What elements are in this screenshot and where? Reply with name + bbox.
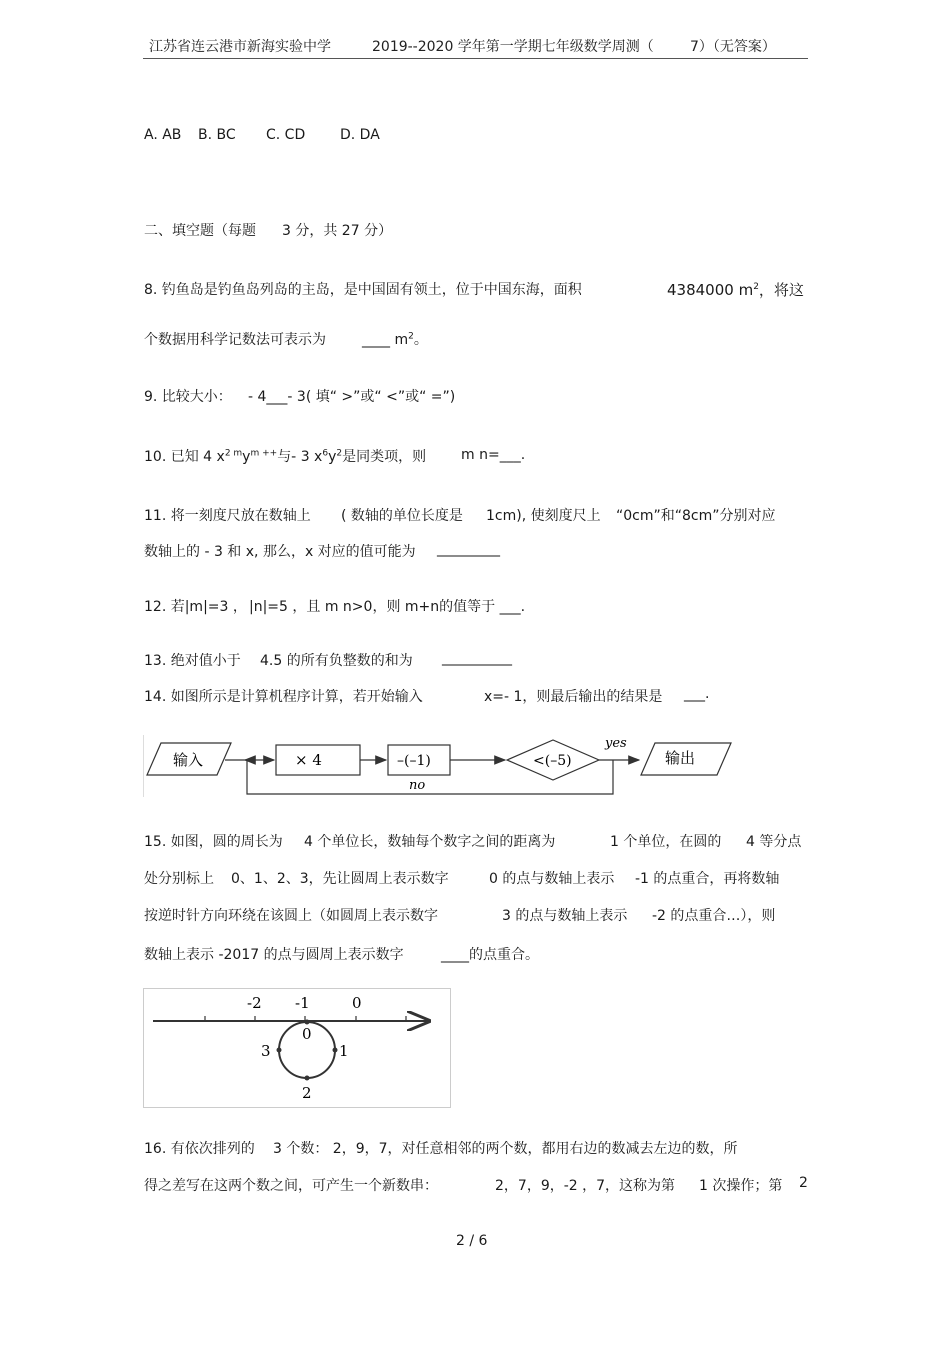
- circle-label-0: 0: [302, 1025, 312, 1043]
- q16-l2c: 1 次操作；第: [699, 1178, 783, 1194]
- q14-b: x=- 1，则最后输出的结果是: [484, 689, 663, 705]
- q10-exp4: 2: [336, 448, 343, 459]
- q16-l2d: 2: [799, 1175, 808, 1191]
- option-d: D. DA: [340, 127, 380, 143]
- page-number: 2 / 6: [456, 1233, 488, 1249]
- circle-label-2: 2: [302, 1084, 312, 1102]
- q11-d: “0cm”和“8cm”分别对应: [616, 508, 776, 524]
- header-school: 江苏省连云港市新海实验中学: [149, 39, 331, 55]
- q14-a: 14. 如图所示是计算机程序计算，若开始输入: [144, 689, 423, 705]
- q15-l2a: 处分别标上: [144, 871, 214, 887]
- tick-label-0: 0: [352, 994, 362, 1012]
- option-c: C. CD: [266, 127, 306, 143]
- q14-blank: ___.: [684, 686, 710, 702]
- q15-l3c: -2 的点重合…），则: [652, 908, 776, 924]
- header-rule: [143, 58, 808, 59]
- q15-l2c: 0 的点与数轴上表示: [489, 871, 615, 887]
- circle-point-2: [305, 1076, 310, 1081]
- option-a: A. AB: [144, 127, 182, 143]
- q10-exp2: m ++: [250, 448, 278, 459]
- q8-blank: [362, 329, 428, 349]
- tick-label-minus-2: -2: [247, 994, 262, 1012]
- q9-label: 9. 比较大小：: [144, 389, 232, 405]
- tick-label-minus-1: -1: [295, 994, 310, 1012]
- q16-l1b: 3 个数： 2，9，7，对任意相邻的两个数，都用右边的数减去左边的数，所: [273, 1141, 738, 1157]
- q16-l2a: 得之差写在这两个数之间，可产生一个新数串：: [144, 1178, 438, 1194]
- q8-area-exponent: 2: [753, 282, 759, 292]
- flow-condition-label: <(–5): [533, 753, 572, 769]
- q11-a: 11. 将一刻度尺放在数轴上: [144, 508, 311, 524]
- section-title-b: 3 分，共 27 分）: [282, 223, 393, 239]
- flow-no-label: no: [409, 778, 426, 793]
- q15-l1c: 1 个单位，在圆的: [610, 834, 722, 850]
- header-suffix: 7）（无答案）: [690, 39, 776, 55]
- q11-blank: _________: [437, 541, 500, 557]
- q15-l3b: 3 的点与数轴上表示: [502, 908, 628, 924]
- q13-blank: __________: [442, 650, 512, 666]
- q13-b: 4.5 的所有负整数的和为: [260, 653, 413, 669]
- q10-text: [144, 446, 426, 466]
- circle-label-1: 1: [339, 1042, 349, 1060]
- q8-area-tail: ，将这: [758, 281, 804, 299]
- q15-l4b: ____的点重合。: [441, 947, 539, 963]
- q8-area-value: [667, 279, 804, 300]
- circle-point-0: [305, 1020, 310, 1025]
- q11-b: ( 数轴的单位长度是: [341, 508, 463, 524]
- header-term: 2019--2020 学年第一学期七年级数学周测（: [372, 39, 654, 55]
- q16-l1a: 16. 有依次排列的: [144, 1141, 255, 1157]
- flow-input-label: 输入: [173, 751, 204, 769]
- q15-l1b: 4 个单位长，数轴每个数字之间的距离为: [304, 834, 556, 850]
- q15-l2d: -1 的点重合，再将数轴: [635, 871, 780, 887]
- circle-label-3: 3: [261, 1042, 271, 1060]
- flow-subtract-label: –(–1): [397, 753, 431, 769]
- q10-blank: m n=___.: [461, 447, 526, 463]
- circle-point-3: [277, 1048, 282, 1053]
- q8-end: 。: [413, 332, 428, 348]
- flow-yes-label: yes: [605, 736, 627, 751]
- q10-c: 与- 3 x: [277, 449, 323, 465]
- q15-l1d: 4 等分点: [746, 834, 802, 850]
- circle-point-1: [333, 1048, 338, 1053]
- q10-exp1: 2 m: [224, 448, 243, 459]
- q8-text: 8. 钓鱼岛是钓鱼岛列岛的主岛，是中国固有领土，位于中国东海，面积: [144, 282, 582, 298]
- q11-line2: 数轴上的 - 3 和 x, 那么，x 对应的值可能为: [144, 544, 416, 560]
- flow-multiply-label: × 4: [295, 751, 322, 769]
- flowchart-figure: [143, 733, 733, 799]
- q10-d: y: [328, 449, 337, 465]
- q10-exp3: 6: [322, 448, 329, 459]
- q13-a: 13. 绝对值小于: [144, 653, 241, 669]
- q8-line2: 个数据用科学记数法可表示为: [144, 332, 326, 348]
- q8-area-number: 4384000 m: [667, 281, 754, 299]
- q8-blank-unit: ____ m: [362, 332, 409, 348]
- q10-b: y: [242, 449, 251, 465]
- q15-l2b: 0、1、2、3，先让圆周上表示数字: [231, 871, 449, 887]
- q8-blank-exponent: 2: [408, 331, 414, 342]
- option-b: B. BC: [198, 127, 236, 143]
- q9-text: - 4___- 3( 填“ >”或“ <”或“ =”): [248, 389, 456, 405]
- q15-l1a: 15. 如图，圆的周长为: [144, 834, 283, 850]
- q15-l3a: 按逆时针方向环绕在该圆上（如圆周上表示数字: [144, 908, 438, 924]
- q15-l4a: 数轴上表示 -2017 的点与圆周上表示数字: [144, 947, 404, 963]
- q11-c: 1cm), 使刻度尺上: [486, 508, 601, 524]
- numberline-circle-figure: [143, 988, 453, 1108]
- q12-a: 12. 若|m|=3 ，: [144, 599, 247, 615]
- section-title-a: 二、填空题（每题: [144, 223, 256, 239]
- q12-b: |n|=5 ，且 m n>0，则 m+n的值等于 ___.: [249, 599, 526, 615]
- q10-a: 10. 已知 4 x: [144, 449, 225, 465]
- q16-l2b: 2，7，9，-2 ，7，这称为第: [495, 1178, 676, 1194]
- flow-output-label: 输出: [665, 749, 696, 767]
- q10-e: 是同类项，则: [342, 449, 427, 465]
